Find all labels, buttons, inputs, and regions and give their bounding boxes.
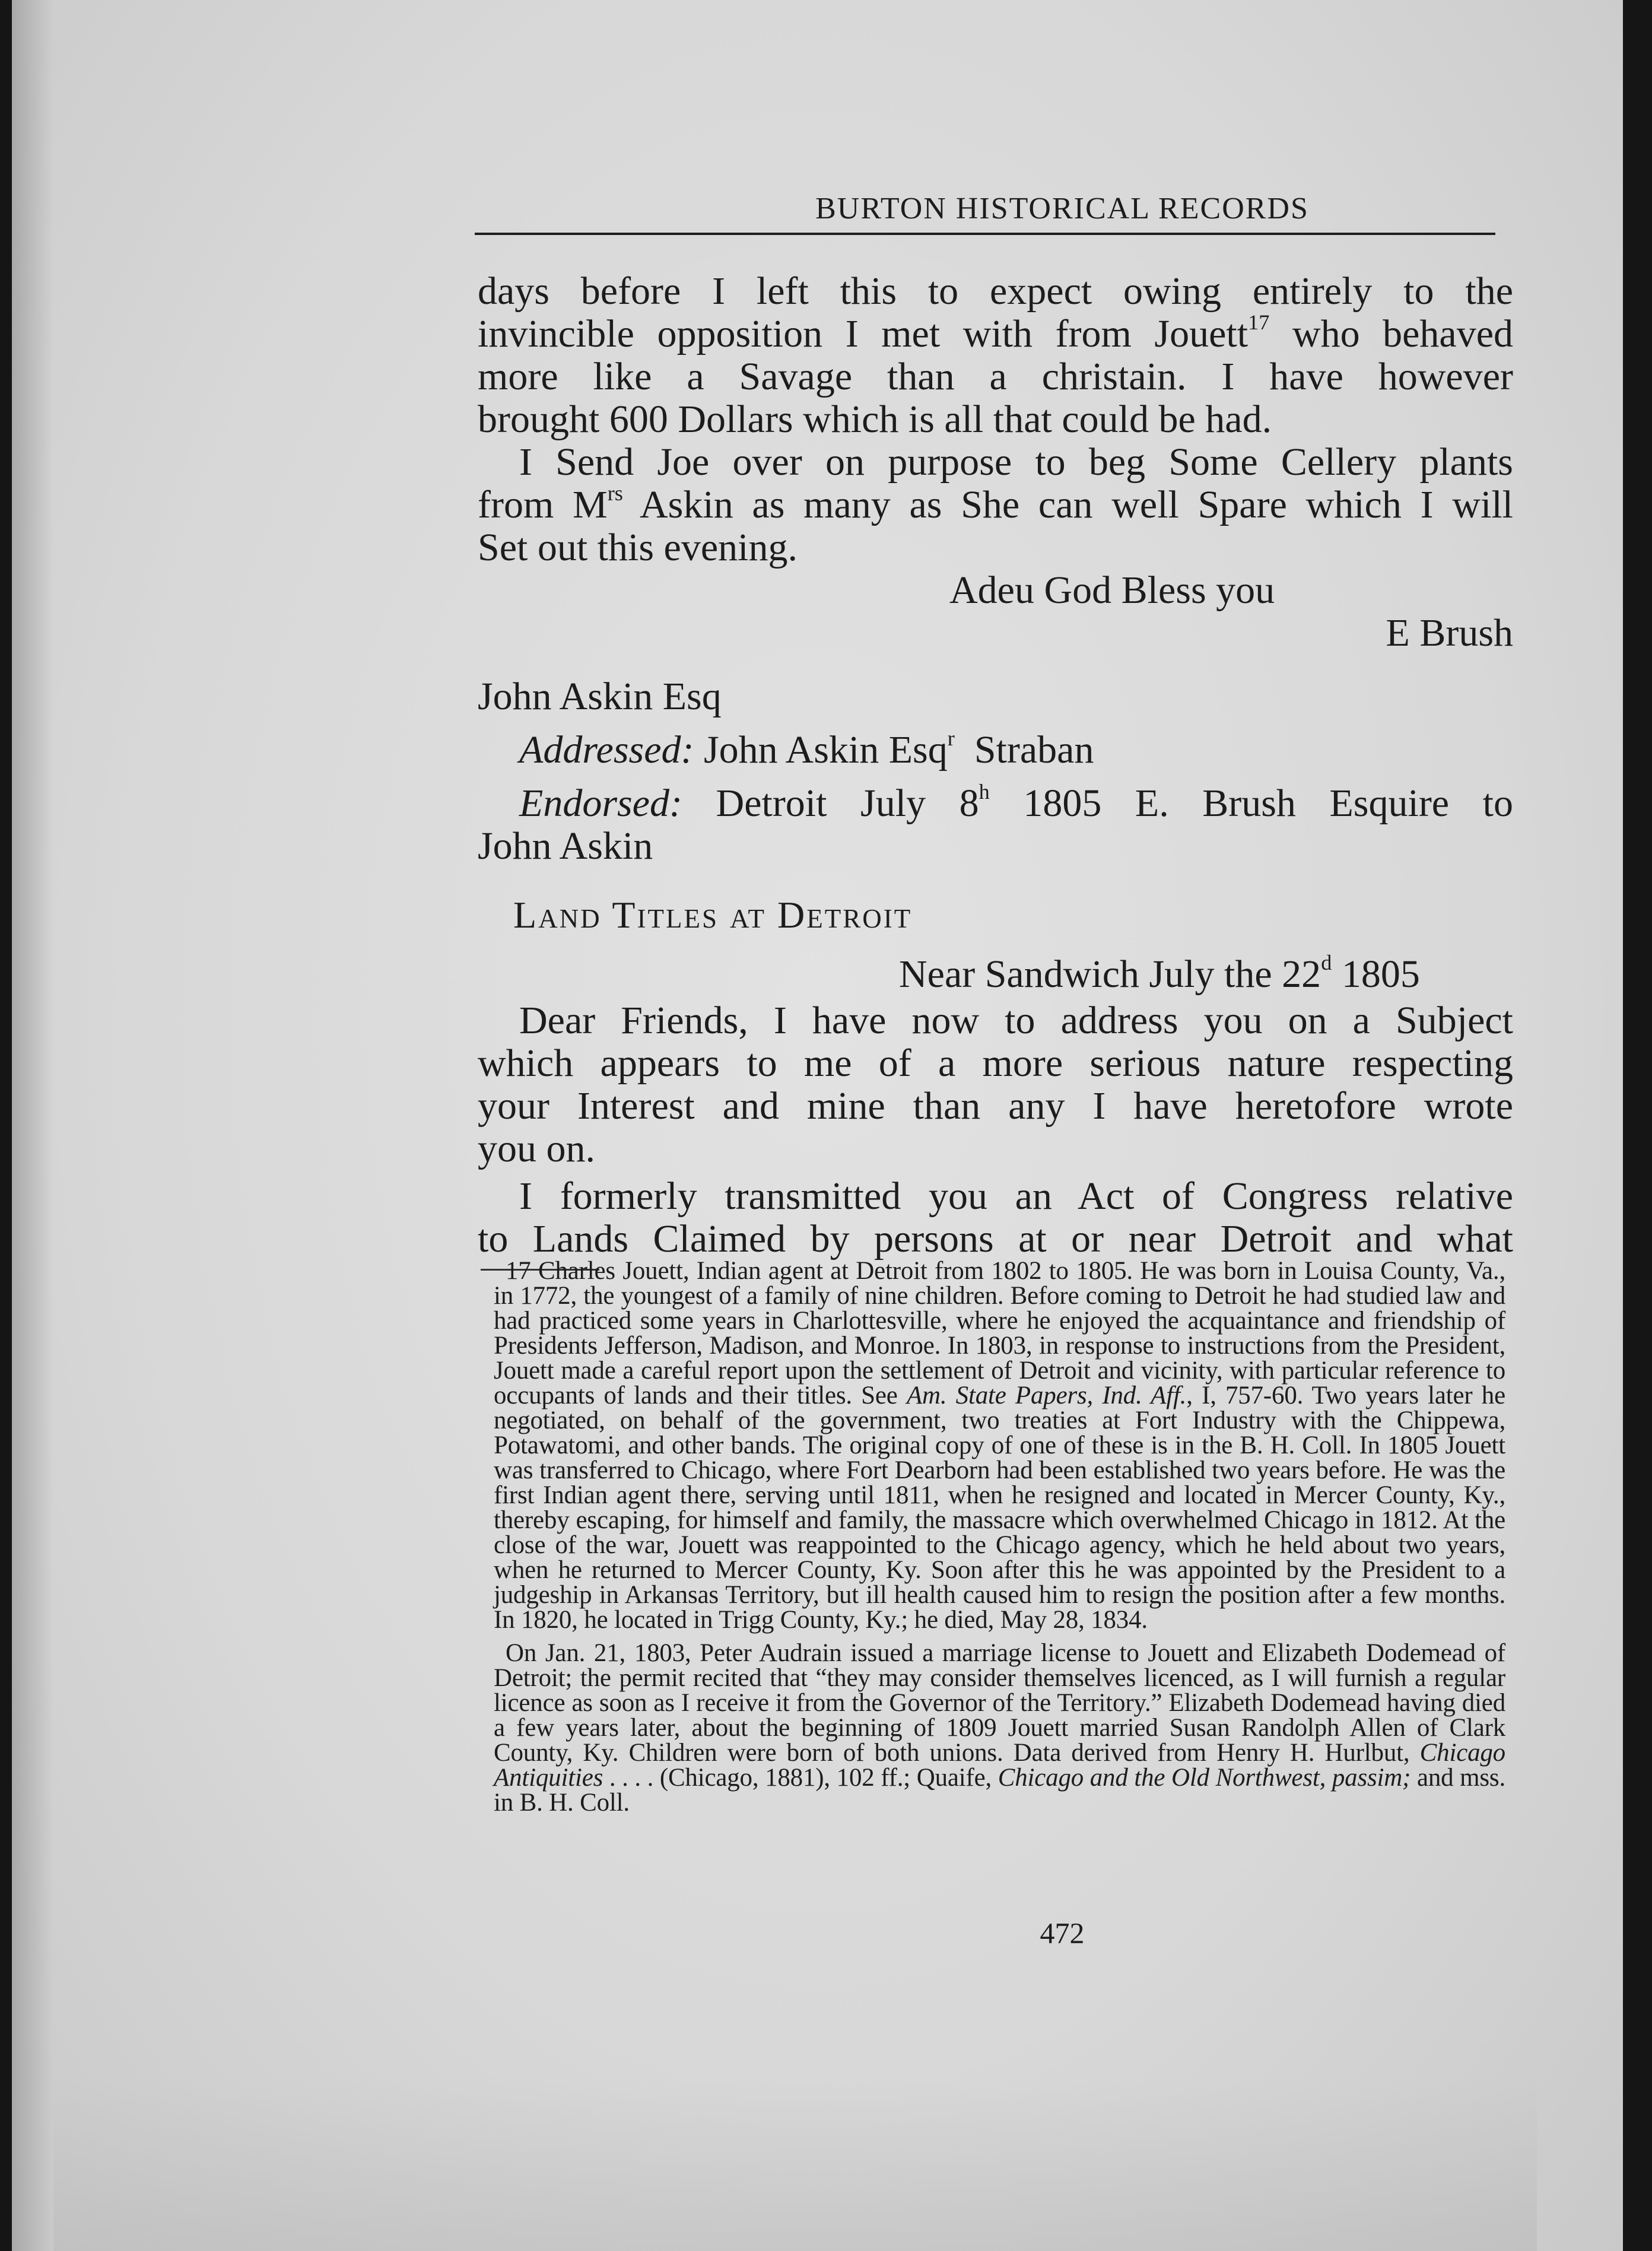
text-line: I Send Joe over on purpose to beg Some Cellery plants xyxy=(519,440,1513,484)
recipient-line: John Askin Esq xyxy=(478,675,722,718)
text-line: Set out this evening. xyxy=(478,526,798,569)
text-line: I formerly transmitted you an Act of Congress relative xyxy=(519,1174,1513,1218)
text-line: John Askin xyxy=(478,824,653,868)
addressed-line: Addressed: John Askin Esq$^r$ Straban xyxy=(519,726,1094,772)
spacer xyxy=(478,655,1513,675)
page-number: 472 xyxy=(1040,1916,1085,1950)
footnote-17-continued: On Jan. 21, 1803, Peter Audrain issued a marriage license to Jouett and Elizabeth Dodemead of Detroit; the permit recited that “they may consider themselves licenced, as I will furnish a regular licence as soon as I receive it from the Governor of the Territory.” Elizabeth Dodemead having died a few years later, about the beginning of 1809 Jouett married Susan Randolph Allen of Clark County, Ky. Children were born of both unions. Data derived from Henry H. Hurlbut, Chicago Antiquities . . . . (Chicago, 1881), 102 ff.; Quaife, Chicago and the Old Northwest, passim; and mss. in B. H. Coll. xyxy=(494,1639,1505,1817)
section-title: Land Titles at Detroit xyxy=(513,894,913,936)
text-line: more like a Savage than a christain. I have however xyxy=(478,355,1513,398)
footnote-17: 17 Charles Jouett, Indian agent at Detroit from 1802 to 1805. He was born in Louisa County, Va., in 1772, the youngest of a family of nine children. Before coming to Detroit he had studied law and had practiced some years in Charlottesville, where he enjoyed the acquaintance and friendship of Presidents Jefferson, Madison, and Monroe. In 1803, in response to instructions from the President, Jouett made a careful report upon the settlement of Detroit and vicinity, with particular reference to occupants of lands and their titles. See Am. State Papers, Ind. Aff., I, 757-60. Two years later he negotiated, on behalf of the government, two treaties at Fort Industry with the Chippewa, Potawatomi, and other bands. The original copy of one of these is in the B. H. Coll. In 1805 Jouett was transferred to Chicago, where Fort Dearborn had been established two years before. He was the first Indian agent there, serving until 1811, when he resigned and located in Mercer County, Ky., thereby escaping, for himself and family, the massacre which overwhelmed Chicago in 1812. At the close of the war, Jouett was reappointed to the Chicago agency, which he held about two years, when he returned to Mercer County, Ky. Soon after this he was appointed by the President to a judgeship in Arkansas Territory, but ill health caused him to resign the position after a few months. In 1820, he located in Trigg County, Ky.; he died, May 28, 1834. xyxy=(494,1257,1505,1634)
text-line: invincible opposition I met with from Jouett$^{17}$ who behaved xyxy=(478,310,1513,355)
text-line: your Interest and mine than any I have heretofore wrote xyxy=(478,1084,1513,1128)
letter2-paragraph-2 xyxy=(478,1175,1513,1261)
text-line: from $M^{rs}$ Askin as many as She can well Spare which I will xyxy=(478,481,1513,526)
page-edge-shadow xyxy=(12,0,53,2251)
footnote-number: 17 xyxy=(506,1257,531,1285)
text-line: Dear Friends, I have now to address you on a Subject xyxy=(519,999,1513,1042)
letter1-paragraph-2 xyxy=(478,441,1513,569)
header-rule xyxy=(475,233,1495,235)
main-text xyxy=(478,270,1513,1261)
text-line: brought 600 Dollars which is all that could be had. xyxy=(478,398,1272,441)
text-line: you on. xyxy=(478,1127,595,1170)
page-bottom-shade xyxy=(53,2077,1537,2251)
text-line: Endorsed: Detroit July 8$^h$ 1805 E. Brush Esquire to xyxy=(519,779,1513,825)
endorsed-block xyxy=(478,779,1513,868)
signature: E Brush xyxy=(1386,611,1513,655)
farewell-line: Adeu God Bless you xyxy=(949,569,1275,612)
dateline: Near Sandwich July the 22$^d$ 1805 xyxy=(899,950,1420,996)
letter2-paragraph-1 xyxy=(478,999,1513,1170)
text-line: days before I left this to expect owing entirely to the xyxy=(478,269,1513,313)
letter1-paragraph-1 xyxy=(478,270,1513,441)
book-page xyxy=(12,0,1623,2251)
footnote-ref-17: 17 xyxy=(1248,310,1270,334)
text-line: to Lands Claimed by persons at or near Detroit and what xyxy=(478,1217,1513,1261)
running-head: BURTON HISTORICAL RECORDS xyxy=(815,192,1309,226)
footnotes xyxy=(494,1259,1505,1815)
text-line: which appears to me of a more serious nature respecting xyxy=(478,1042,1513,1085)
